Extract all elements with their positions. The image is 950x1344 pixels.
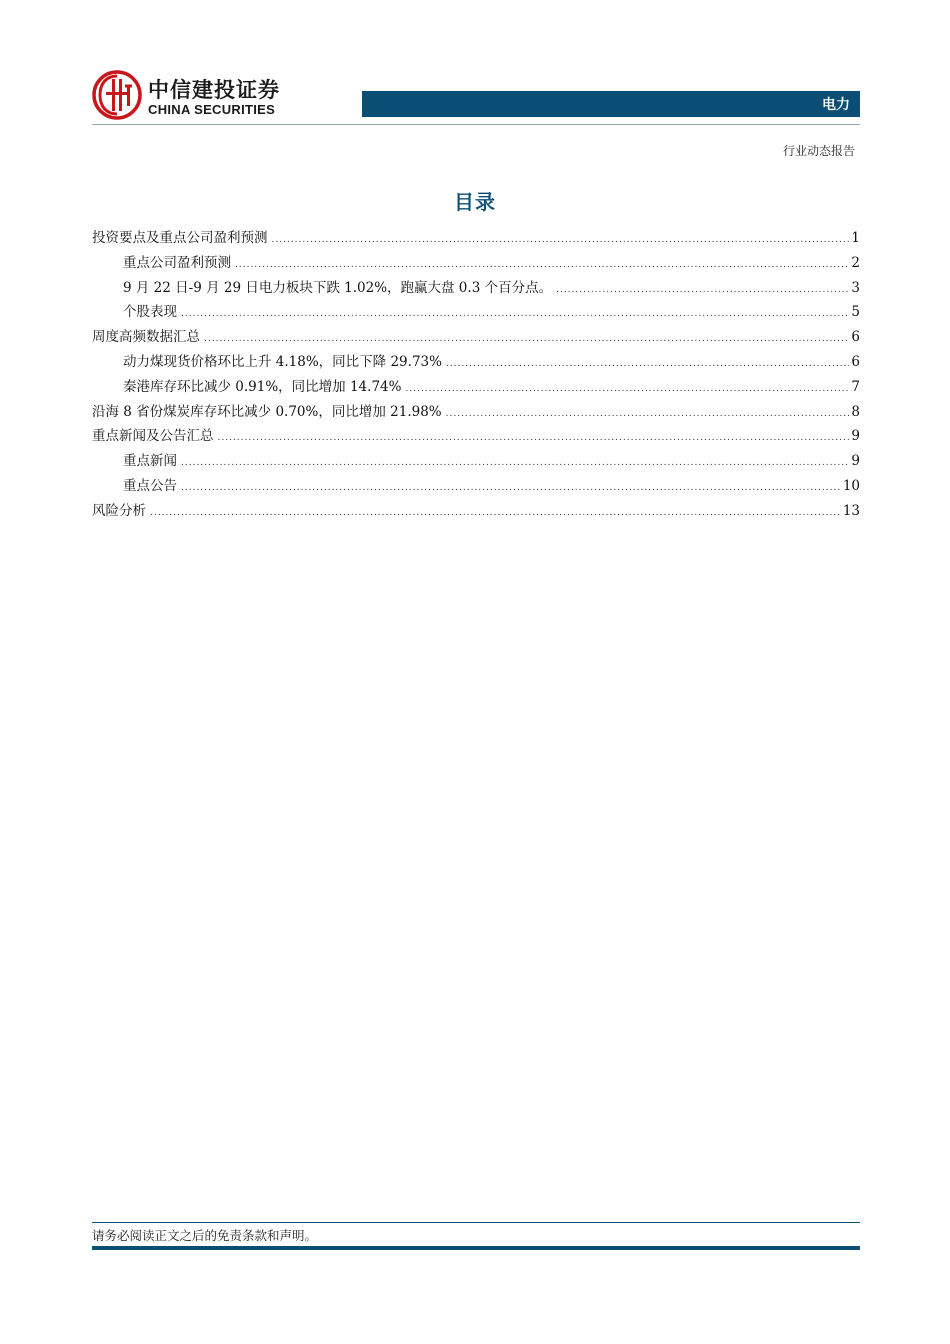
footer-disclaimer: 请务必阅读正文之后的免责条款和声明。	[92, 1228, 318, 1243]
company-logo	[92, 68, 322, 124]
toc-entry-page: 8	[851, 403, 860, 420]
toc-entry-label: 动力煤现货价格环比上升 4.18%，同比下降 29.73%	[123, 353, 442, 370]
toc-entry[interactable]	[92, 474, 860, 499]
toc-entry-page: 10	[842, 477, 860, 494]
toc-entry-page: 3	[851, 279, 860, 296]
toc-leader-dots	[556, 278, 849, 303]
toc-entry-label: 投资要点及重点公司盈利预测	[92, 230, 268, 246]
toc-entry-label: 重点新闻	[123, 453, 177, 470]
toc-leader-dots	[204, 327, 849, 352]
toc-leader-dots	[218, 426, 850, 451]
report-type-label: 行业动态报告	[782, 144, 855, 158]
toc-entry-page: 9	[851, 453, 860, 470]
toc-entry-label: 重点新闻及公告汇总	[92, 428, 214, 445]
citic-logo-icon	[92, 70, 142, 120]
toc-leader-dots	[446, 402, 850, 427]
toc-entry[interactable]	[92, 325, 860, 350]
toc-entry-label: 9 月 22 日-9 月 29 日电力板块下跌 1.02%，跑赢大盘 0.3 个百分点。	[123, 279, 553, 296]
sector-label: 电力	[822, 97, 850, 113]
footer-divider	[92, 1222, 860, 1223]
toc-list	[92, 226, 860, 524]
toc-entry-label: 重点公司盈利预测	[123, 254, 231, 271]
toc-entry-label: 个股表现	[123, 304, 177, 321]
toc-entry-page: 7	[851, 378, 860, 395]
toc-entry-page: 2	[851, 254, 860, 271]
toc-entry[interactable]	[92, 375, 860, 400]
footer-bar	[92, 1246, 860, 1250]
toc-leader-dots	[181, 476, 841, 501]
toc-entry[interactable]	[92, 400, 860, 425]
toc-entry[interactable]	[92, 499, 860, 524]
toc-entry[interactable]	[92, 276, 860, 301]
toc-entry-page: 5	[851, 304, 860, 321]
toc-leader-dots	[235, 253, 849, 278]
toc-leader-dots	[181, 451, 849, 476]
toc-entry-label: 重点公告	[123, 477, 177, 494]
logo-english-name: CHINA SECURITIES	[148, 102, 276, 117]
toc-entry[interactable]	[92, 424, 860, 449]
toc-entry[interactable]	[92, 226, 860, 251]
toc-entry-label: 风险分析	[92, 502, 146, 519]
toc-entry-page: 9	[851, 428, 860, 445]
toc-title: 目录	[454, 190, 496, 214]
toc-leader-dots	[181, 302, 849, 327]
toc-entry-label: 秦港库存环比减少 0.91%，同比增加 14.74%	[123, 378, 402, 395]
toc-entry-label: 周度高频数据汇总	[92, 329, 200, 346]
toc-entry[interactable]	[92, 300, 860, 325]
toc-leader-dots	[272, 228, 850, 253]
toc-entry[interactable]	[92, 350, 860, 375]
toc-entry-page: 13	[842, 502, 860, 519]
toc-leader-dots	[150, 501, 841, 526]
sector-banner	[362, 91, 860, 117]
header-divider	[92, 124, 860, 125]
toc-entry[interactable]	[92, 449, 860, 474]
toc-entry-label: 沿海 8 省份煤炭库存环比减少 0.70%，同比增加 21.98%	[92, 403, 442, 420]
toc-entry-page: 6	[851, 353, 860, 370]
toc-entry[interactable]	[92, 251, 860, 276]
toc-entry-page: 6	[851, 329, 860, 346]
toc-leader-dots	[446, 352, 849, 377]
toc-leader-dots	[405, 377, 849, 402]
logo-chinese-name: 中信建投证券	[148, 78, 280, 102]
toc-entry-page: 1	[851, 230, 860, 246]
